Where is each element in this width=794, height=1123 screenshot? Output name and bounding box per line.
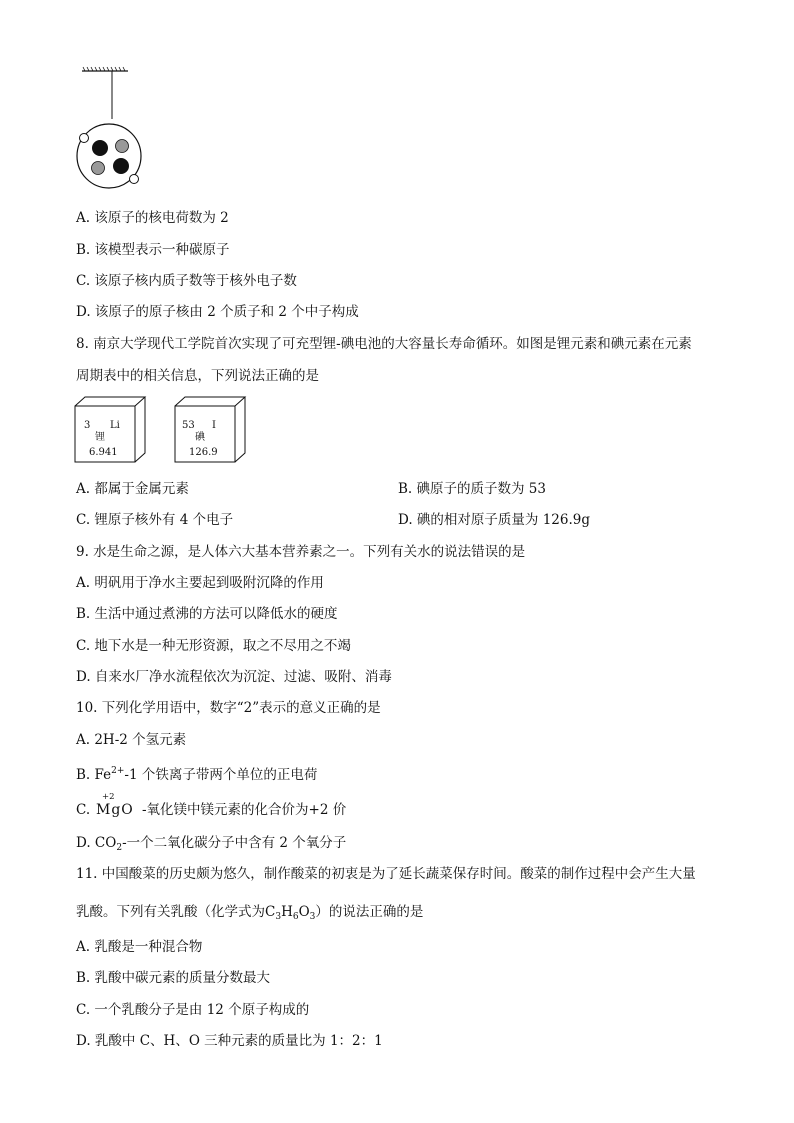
formula-h-count: 6 (292, 912, 299, 922)
q10-option-c-text: -氧化镁中镁元素的化合价为+2 价 (142, 802, 347, 818)
formula-h: H (281, 904, 293, 920)
q10-option-b-charge: 2+ (111, 766, 125, 776)
q11-option-c: C. 一个乳酸分子是由 12 个原子构成的 (76, 1002, 310, 1018)
q10-option-c-label: C. (76, 802, 91, 818)
nucleus-particle-black (92, 140, 108, 156)
electron (130, 175, 139, 184)
mgo-valence: +2 (102, 792, 115, 802)
iodine-atomic-number: 53 (182, 420, 195, 431)
q8-option-d: D. 碘的相对原子质量为 126.9g (398, 512, 591, 528)
nucleus-particle-gray (92, 162, 105, 175)
nucleus-particle-black (113, 158, 129, 174)
q7-option-d: D. 该原子的原子核由 2 个质子和 2 个中子构成 (76, 304, 359, 320)
mgo-formula (96, 792, 140, 820)
q8-option-a: A. 都属于金属元素 (76, 481, 189, 497)
q10-option-b-prefix: B. Fe (76, 767, 112, 783)
q10-option-d-subscript: 2 (116, 843, 123, 853)
q11-option-d: D. 乳酸中 C、H、O 三种元素的质量比为 1：2：1 (76, 1033, 383, 1049)
q9-option-a: A. 明矾用于净水主要起到吸附沉降的作用 (76, 575, 324, 591)
q11-stem-suffix: ）的说法正确的是 (315, 904, 424, 920)
lactic-acid-formula (265, 904, 315, 920)
q10-option-b (76, 762, 317, 784)
q8-stem-line2: 周期表中的相关信息，下列说法正确的是 (76, 368, 319, 384)
electron (80, 134, 89, 143)
iodine-symbol: I (212, 420, 216, 431)
q9-option-b: B. 生活中通过煮沸的方法可以降低水的硬度 (76, 606, 338, 622)
element-card-lithium (74, 396, 154, 466)
q8-option-c: C. 锂原子核外有 4 个电子 (76, 512, 234, 528)
q10-option-a: A. 2H-2 个氢元素 (76, 732, 187, 748)
nucleus-particle-gray (116, 140, 129, 153)
formula-c: C (265, 904, 276, 920)
q10-stem: 10. 下列化学用语中，数字“2”表示的意义正确的是 (76, 700, 381, 716)
mgo-symbol: MgO (96, 802, 134, 818)
formula-o: O (298, 904, 310, 920)
q8-option-b: B. 碘原子的质子数为 53 (398, 481, 546, 497)
lithium-name: 锂 (95, 432, 105, 443)
q9-stem: 9. 水是生命之源，是人体六大基本营养素之一。下列有关水的说法错误的是 (76, 544, 526, 560)
lithium-atomic-number: 3 (84, 420, 91, 431)
q9-option-d: D. 自来水厂净水流程依次为沉淀、过滤、吸附、消毒 (76, 669, 392, 685)
ceiling-hatch (82, 67, 128, 71)
formula-c-count: 3 (275, 912, 282, 922)
q10-option-d-prefix: D. CO (76, 835, 117, 851)
q11-stem-prefix: 乳酸。下列有关乳酸（化学式为 (76, 904, 265, 920)
q10-option-b-text: -1 个铁离子带两个单位的正电荷 (124, 767, 318, 783)
q9-option-c: C. 地下水是一种无形资源，取之不尽用之不竭 (76, 638, 351, 654)
q11-option-a: A. 乳酸是一种混合物 (76, 939, 203, 955)
q11-option-b: B. 乳酸中碳元素的质量分数最大 (76, 970, 271, 986)
q7-option-b: B. 该模型表示一种碳原子 (76, 242, 230, 258)
q7-option-a: A. 该原子的核电荷数为 2 (76, 210, 229, 226)
q11-stem-line2 (76, 903, 423, 926)
q8-stem-line1: 8. 南京大学现代工学院首次实现了可充型锂-碘电池的大容量长寿命循环。如图是锂元素和碘元素在元素 (76, 336, 692, 352)
q10-option-d-text: -一个二氧化碳分子中含有 2 个氧分子 (122, 835, 347, 851)
atom-model-figure (70, 64, 160, 194)
element-card-iodine (174, 396, 254, 466)
formula-o-count: 3 (309, 912, 316, 922)
q10-option-d (76, 834, 346, 857)
iodine-mass: 126.9 (189, 447, 218, 458)
q11-stem-line1: 11. 中国酸菜的历史颇为悠久，制作酸菜的初衷是为了延长蔬菜保存时间。酸菜的制作过程中会产生大量 (76, 866, 696, 882)
iodine-name: 碘 (195, 432, 205, 443)
q7-option-c: C. 该原子核内质子数等于核外电子数 (76, 273, 297, 289)
lithium-mass: 6.941 (89, 447, 118, 458)
lithium-symbol: Li (110, 420, 120, 431)
